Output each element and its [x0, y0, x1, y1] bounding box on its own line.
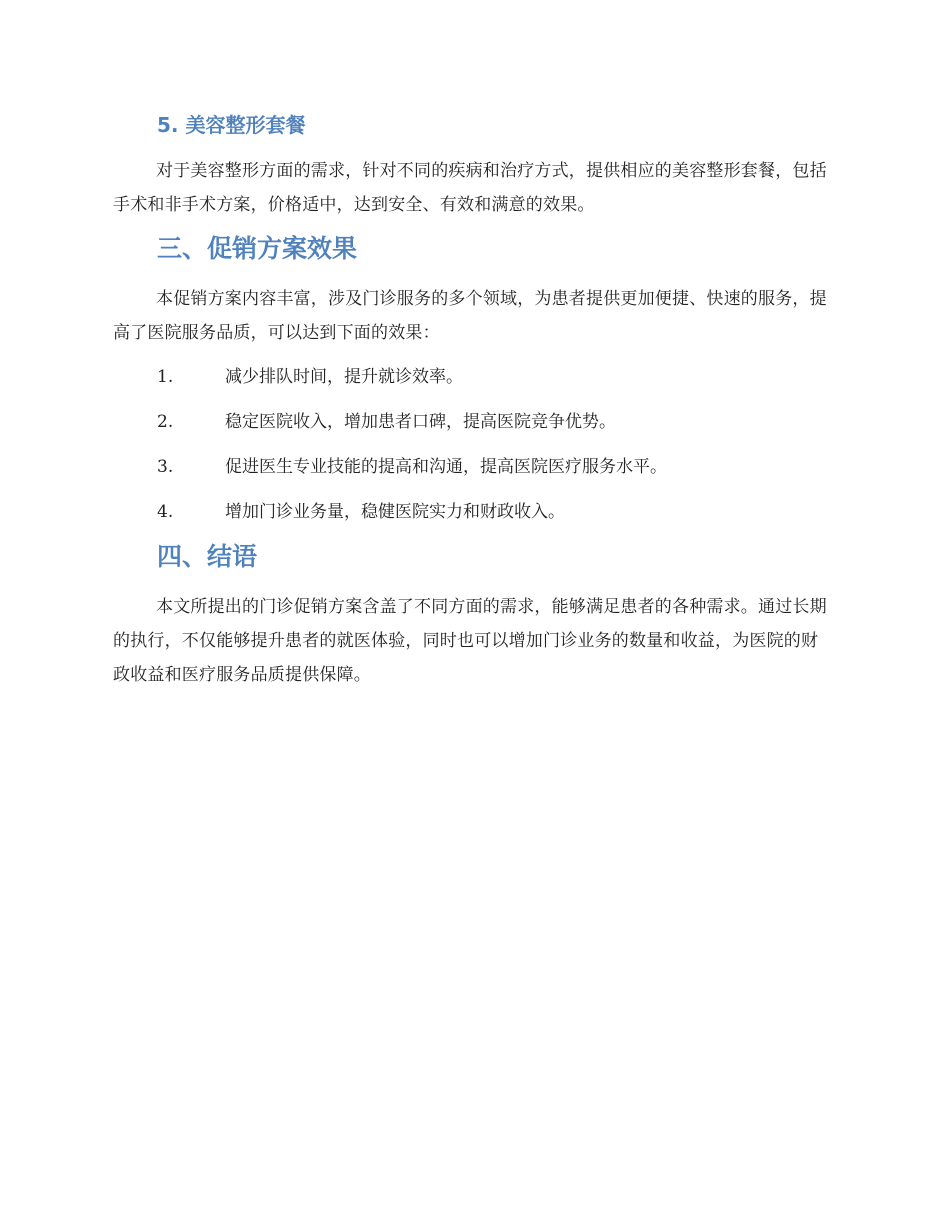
- list-item-text: 减少排队时间，提升就诊效率。: [225, 367, 463, 387]
- list-item-number: 2.: [157, 412, 174, 432]
- section-3-heading: 三、促销方案效果: [157, 234, 358, 263]
- list-item: [113, 450, 833, 484]
- section-3-paragraph: 本促销方案内容丰富，涉及门诊服务的多个领域，为患者提供更加便捷、快速的服务，提高了医院服务品质，可以达到下面的效果：: [113, 289, 827, 343]
- list-item: [113, 360, 833, 394]
- section-4-paragraph: 本文所提出的门诊促销方案含盖了不同方面的需求，能够满足患者的各种需求。通过长期的执行，不仅能够提升患者的就医体验，同时也可以增加门诊业务的数量和收益，为医院的财政收益和医疗服务品质提供保障。: [113, 597, 827, 685]
- section-4-heading: 四、结语: [157, 542, 258, 571]
- list-item-number: 1.: [157, 367, 174, 387]
- list-item: [113, 495, 833, 529]
- list-item-text: 促进医生专业技能的提高和沟通，提高医院医疗服务水平。: [225, 457, 667, 477]
- list-item: [113, 405, 833, 439]
- section-5-paragraph: 对于美容整形方面的需求，针对不同的疾病和治疗方式，提供相应的美容整形套餐，包括手术和非手术方案，价格适中，达到安全、有效和满意的效果。: [113, 161, 827, 215]
- section-5-heading: 5. 美容整形套餐: [157, 113, 306, 137]
- effects-list: [113, 360, 833, 529]
- document-content: [113, 110, 833, 702]
- list-item-text: 稳定医院收入，增加患者口碑，提高医院竞争优势。: [225, 412, 616, 432]
- list-item-text: 增加门诊业务量，稳健医院实力和财政收入。: [225, 502, 565, 522]
- list-item-number: 4.: [157, 502, 174, 522]
- list-item-number: 3.: [157, 457, 174, 477]
